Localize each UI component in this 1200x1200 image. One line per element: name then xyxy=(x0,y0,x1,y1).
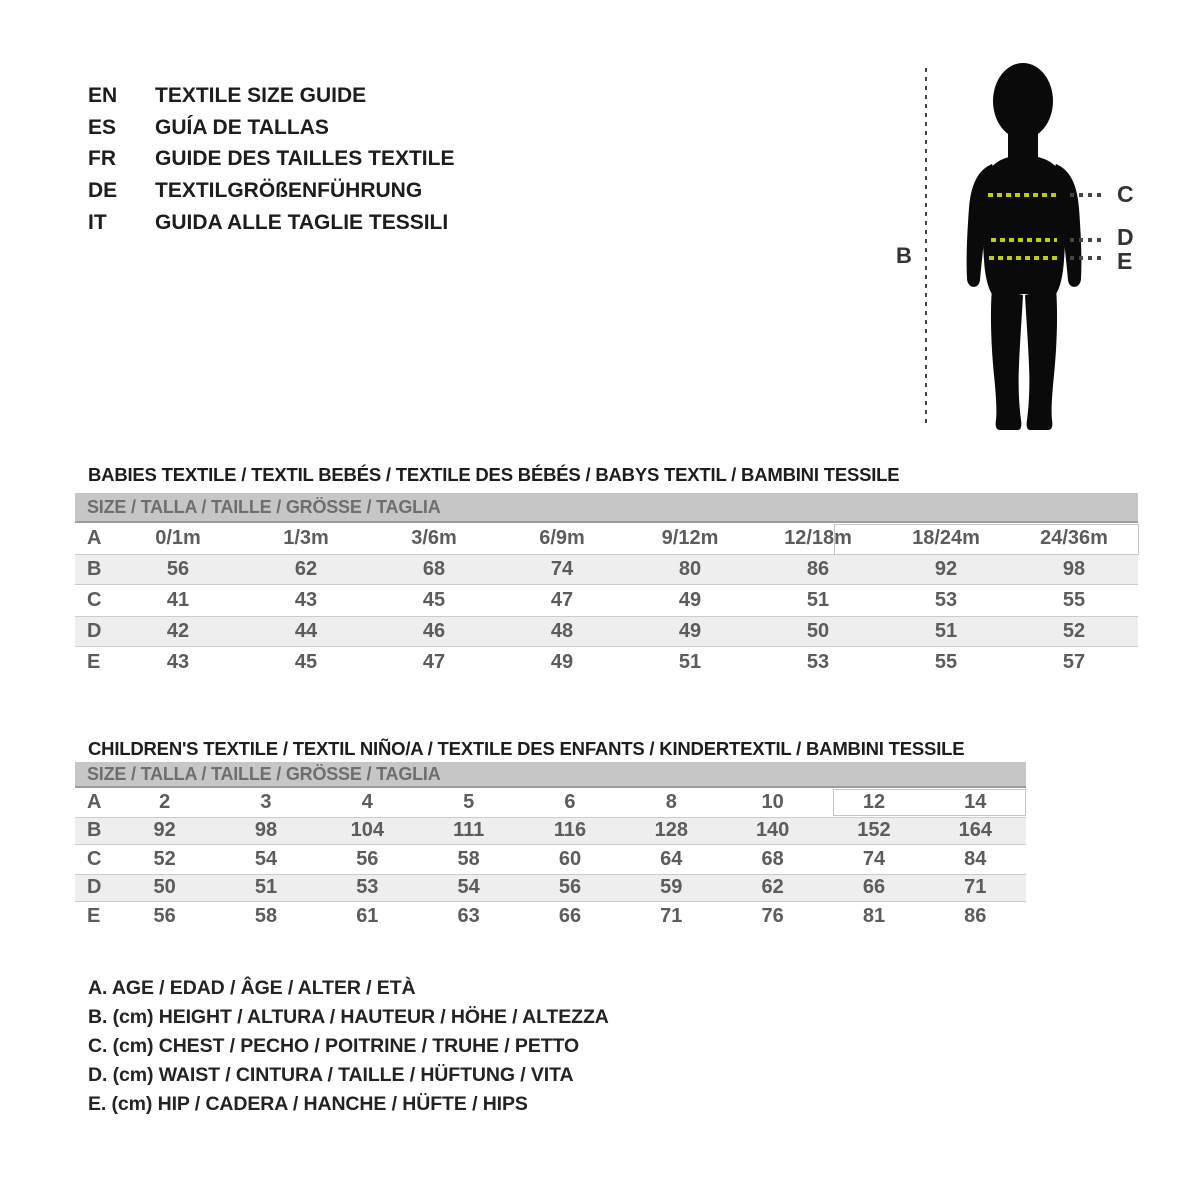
size-cell: 116 xyxy=(553,819,587,842)
size-cell: 51 xyxy=(678,651,702,673)
size-cell: 59 xyxy=(660,876,683,899)
size-cell: 68 xyxy=(422,558,446,580)
size-header-band: SIZE / TALLA / TAILLE / GRÖSSE / TAGLIA xyxy=(75,762,1026,788)
size-cell: 86 xyxy=(964,904,987,927)
row-label: E xyxy=(87,651,101,673)
row-label: A xyxy=(87,527,102,549)
row-label: A xyxy=(87,790,102,813)
chest-dash-line xyxy=(988,193,1060,197)
size-cell: 24/36m xyxy=(1040,527,1108,549)
size-row-d xyxy=(75,874,1026,903)
row-label: E xyxy=(87,904,101,927)
size-row-e xyxy=(75,902,1026,931)
size-row-e xyxy=(75,647,1138,678)
size-cell: 64 xyxy=(660,847,683,870)
size-cell: 8 xyxy=(665,790,677,813)
size-cell: 51 xyxy=(254,876,278,899)
size-cell: 152 xyxy=(857,819,891,842)
waist-dash-line xyxy=(991,238,1057,242)
hip-pointer-line xyxy=(1070,256,1103,260)
size-cell: 0/1m xyxy=(155,527,201,549)
size-cell: 164 xyxy=(958,819,992,842)
size-cell: 49 xyxy=(678,620,702,642)
size-cell: 74 xyxy=(862,847,886,870)
size-cell: 42 xyxy=(166,620,190,642)
size-cell: 1/3m xyxy=(283,527,329,549)
size-cell: 50 xyxy=(806,620,830,642)
size-cell: 57 xyxy=(1062,651,1086,673)
size-cell: 58 xyxy=(457,847,480,870)
row-label: B xyxy=(87,558,102,580)
size-cell: 43 xyxy=(166,651,190,673)
size-cell: 62 xyxy=(294,558,318,580)
row-label: B xyxy=(87,819,102,842)
size-cell: 140 xyxy=(755,819,790,842)
size-cell: 84 xyxy=(964,847,987,870)
size-cell: 18/24m xyxy=(912,527,980,549)
babies-section-heading: BABIES TEXTILE / TEXTIL BEBÉS / TEXTILE DES BÉBÉS / BABYS TEXTIL / BAMBINI TESSILE xyxy=(88,464,900,486)
legend-chest: C. (cm) CHEST / PECHO / POITRINE / TRUHE / PETTO xyxy=(88,1035,580,1057)
size-cell: 6/9m xyxy=(539,527,585,549)
language-title-block xyxy=(88,80,454,238)
size-cell: 12 xyxy=(862,790,886,813)
guide-title: GUÍA DE TALLAS xyxy=(155,115,329,139)
size-row-b xyxy=(75,817,1026,846)
legend-hip: E. (cm) HIP / CADERA / HANCHE / HÜFTE / HIPS xyxy=(88,1093,528,1115)
size-cell: 56 xyxy=(356,847,379,870)
guide-title: TEXTILGRÖßENFÜHRUNG xyxy=(155,178,423,202)
size-cell: 53 xyxy=(356,876,379,899)
size-cell: 54 xyxy=(457,876,480,899)
size-cell: 104 xyxy=(350,819,384,842)
size-cell: 45 xyxy=(422,589,446,611)
size-cell: 49 xyxy=(550,651,574,673)
row-label: D xyxy=(87,876,102,899)
legend-height: B. (cm) HEIGHT / ALTURA / HAUTEUR / HÖHE / ALTEZZA xyxy=(88,1006,609,1028)
size-cell: 55 xyxy=(934,651,958,673)
size-cell: 81 xyxy=(862,904,886,927)
guide-title: TEXTILE SIZE GUIDE xyxy=(155,83,367,107)
size-cell: 41 xyxy=(166,589,190,611)
size-cell: 128 xyxy=(654,819,688,842)
row-label: C xyxy=(87,589,102,611)
hip-label: E xyxy=(1117,248,1133,274)
size-cell: 80 xyxy=(678,558,702,580)
children-size-table xyxy=(75,762,1026,931)
size-cell: 51 xyxy=(934,620,958,642)
size-cell: 92 xyxy=(934,558,958,580)
size-cell: 86 xyxy=(806,558,830,580)
size-cell: 54 xyxy=(254,847,278,870)
language-code: FR xyxy=(88,147,116,171)
height-dotted-line xyxy=(925,68,927,428)
size-cell: 51 xyxy=(806,589,830,611)
language-row-it xyxy=(88,207,454,239)
hip-dash-line xyxy=(989,256,1059,260)
chest-pointer-line xyxy=(1070,193,1103,197)
size-row-c xyxy=(75,585,1138,616)
babies-size-highlight-box xyxy=(834,524,1139,555)
size-cell: 58 xyxy=(254,904,278,927)
language-row-fr xyxy=(88,143,454,175)
size-cell: 62 xyxy=(761,876,784,899)
language-row-en xyxy=(88,80,454,112)
size-row-b xyxy=(75,554,1138,585)
waist-pointer-line xyxy=(1070,238,1103,242)
size-cell: 2 xyxy=(159,790,171,813)
size-cell: 12/18m xyxy=(784,527,852,549)
size-cell: 43 xyxy=(294,589,318,611)
size-cell: 48 xyxy=(550,620,574,642)
height-label: B xyxy=(896,243,912,268)
size-cell: 4 xyxy=(361,790,373,813)
size-cell: 56 xyxy=(558,876,582,899)
size-cell: 50 xyxy=(153,876,176,899)
size-cell: 66 xyxy=(862,876,886,899)
language-code: DE xyxy=(88,178,118,202)
size-cell: 98 xyxy=(254,819,278,842)
size-cell: 52 xyxy=(153,847,176,870)
language-code: EN xyxy=(88,83,118,107)
size-cell: 49 xyxy=(678,589,702,611)
size-cell: 53 xyxy=(806,651,830,673)
size-cell: 3/6m xyxy=(411,527,457,549)
size-cell: 9/12m xyxy=(661,527,719,549)
language-row-es xyxy=(88,112,454,144)
language-row-de xyxy=(88,175,454,207)
size-cell: 45 xyxy=(294,651,318,673)
children-size-highlight-box xyxy=(833,789,1026,816)
guide-title: GUIDA ALLE TAGLIE TESSILI xyxy=(155,210,449,234)
measurement-legend xyxy=(88,974,609,1119)
size-cell: 53 xyxy=(934,589,958,611)
size-cell: 63 xyxy=(457,904,480,927)
size-cell: 66 xyxy=(558,904,582,927)
size-cell: 47 xyxy=(422,651,446,673)
size-cell: 46 xyxy=(422,620,446,642)
size-cell: 47 xyxy=(550,589,574,611)
size-cell: 5 xyxy=(463,790,475,813)
size-cell: 14 xyxy=(964,790,987,813)
language-code: ES xyxy=(88,115,117,139)
legend-age: A. AGE / EDAD / ÂGE / ALTER / ETÀ xyxy=(88,977,416,999)
size-row-c xyxy=(75,845,1026,874)
size-cell: 71 xyxy=(964,876,987,899)
size-cell: 92 xyxy=(153,819,176,842)
size-cell: 44 xyxy=(294,620,318,642)
language-code: IT xyxy=(88,210,107,234)
size-cell: 71 xyxy=(660,904,683,927)
legend-waist: D. (cm) WAIST / CINTURA / TAILLE / HÜFTUNG / VITA xyxy=(88,1064,574,1086)
row-label: D xyxy=(87,620,102,642)
chest-label: C xyxy=(1117,181,1134,207)
size-cell: 68 xyxy=(761,847,784,870)
child-silhouette xyxy=(958,60,1090,432)
size-cell: 61 xyxy=(356,904,379,927)
waist-label: D xyxy=(1117,224,1134,250)
size-cell: 74 xyxy=(550,558,574,580)
size-cell: 3 xyxy=(260,790,272,813)
size-cell: 10 xyxy=(761,790,784,813)
size-cell: 60 xyxy=(558,847,582,870)
size-cell: 111 xyxy=(453,819,485,842)
size-cell: 55 xyxy=(1062,589,1086,611)
row-label: C xyxy=(87,847,102,870)
size-row-d xyxy=(75,616,1138,647)
guide-title: GUIDE DES TAILLES TEXTILE xyxy=(155,147,455,171)
size-header-band: SIZE / TALLA / TAILLE / GRÖSSE / TAGLIA xyxy=(75,493,1138,523)
size-cell: 52 xyxy=(1062,620,1086,642)
size-cell: 98 xyxy=(1062,558,1086,580)
size-cell: 56 xyxy=(166,558,190,580)
size-cell: 76 xyxy=(761,904,784,927)
size-cell: 6 xyxy=(564,790,576,813)
children-section-heading: CHILDREN'S TEXTILE / TEXTIL NIÑO/A / TEXTILE DES ENFANTS / KINDERTEXTIL / BAMBINI TESSILE xyxy=(88,738,965,760)
size-cell: 56 xyxy=(153,904,176,927)
babies-size-table xyxy=(75,493,1138,678)
